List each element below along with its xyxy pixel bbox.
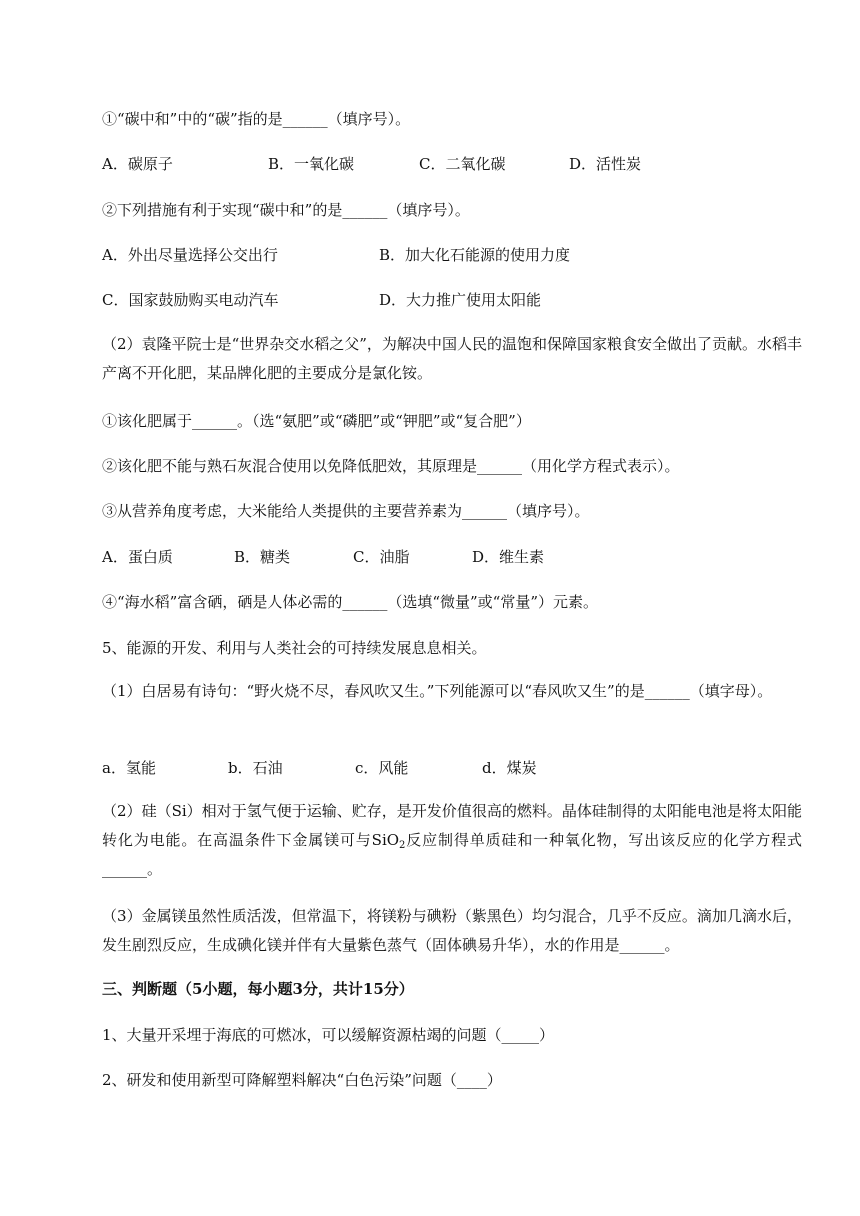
judgment-question-2: 2、研发和使用新型可降解塑料解决“白色污染”问题（____）	[102, 1071, 502, 1089]
question-selenium: ④“海水稻”富含硒，硒是人体必需的______（选填“微量”或“常量”）元素。	[102, 593, 599, 611]
judgment-question-1: 1、大量开采埋于海底的可燃冰，可以缓解资源枯竭的问题（_____）	[102, 1026, 555, 1044]
question-fertilizer-equation: ②该化肥不能与熟石灰混合使用以免降低肥效，其原理是______（用化学方程式表示）。	[102, 457, 680, 475]
option-a: A．碳原子	[102, 155, 173, 173]
option-c: C．二氧化碳	[419, 155, 506, 173]
option-a: A．蛋白质	[102, 548, 173, 566]
option-c: c．风能	[355, 759, 409, 777]
option-d: d．煤炭	[482, 759, 537, 777]
subscript-2: 2	[399, 840, 406, 851]
section-3-heading: 三、判断题（5小题，每小题3分，共计15分）	[102, 980, 414, 998]
option-d: D．维生素	[472, 548, 545, 566]
paragraph-rice-fertilizer: （2）袁隆平院士是“世界杂交水稻之父”，为解决中国人民的温饱和保障国家粮食安全做出了贡献。水稻丰产离不开化肥，某品牌化肥的主要成分是氯化铵。	[102, 335, 802, 382]
option-a: A．外出尽量选择公交出行	[102, 246, 278, 264]
option-b: B．一氧化碳	[268, 155, 355, 173]
question-rice-nutrient: ③从营养角度考虑，大米能给人类提供的主要营养素为______（填序号）。	[102, 502, 590, 520]
option-d: D．大力推广使用太阳能	[379, 291, 542, 309]
silicon-text-part2: 反应制得单质硅和一种氧化物，写出该反应的化学方程式______。	[102, 831, 802, 878]
question-5-1-poem: （1）白居易有诗句：“野火烧不尽，春风吹又生。”下列能源可以“春风吹又生”的是______（填字母）。	[102, 682, 773, 700]
option-d: D．活性炭	[569, 155, 642, 173]
question-carbon-meaning: ①“碳中和”中的“碳”指的是______（填序号）。	[102, 110, 411, 128]
question-5-energy: 5、能源的开发、利用与人类社会的可持续发展息息相关。	[102, 639, 487, 657]
option-b: B．加大化石能源的使用力度	[379, 246, 571, 264]
option-c: C．国家鼓励购买电动汽车	[102, 291, 279, 309]
question-carbon-measures: ②下列措施有利于实现“碳中和”的是______（填序号）。	[102, 201, 470, 219]
question-5-2-silicon	[102, 797, 802, 884]
option-c: C．油脂	[353, 548, 410, 566]
question-fertilizer-type: ①该化肥属于______。（选“氨肥”或“磷肥”或“钾肥”或“复合肥”）	[102, 412, 531, 430]
silicon-text-part1: （2）硅（Si）相对于氢气便于运输、贮存，是开发价值很高的燃料。晶体硅制得的太阳能电池是将太阳能转化为电能。在高温条件下金属镁可与SiO	[102, 802, 802, 849]
option-a: a．氢能	[102, 759, 156, 777]
option-b: B．糖类	[234, 548, 291, 566]
question-5-3-magnesium: （3）金属镁虽然性质活泼，但常温下，将镁粉与碘粉（紫黑色）均匀混合，几乎不反应。滴加几滴水后，发生剧烈反应，生成碘化镁并伴有大量紫色蒸气（固体碘易升华），水的作用是______。	[102, 907, 802, 954]
option-b: b．石油	[228, 759, 283, 777]
